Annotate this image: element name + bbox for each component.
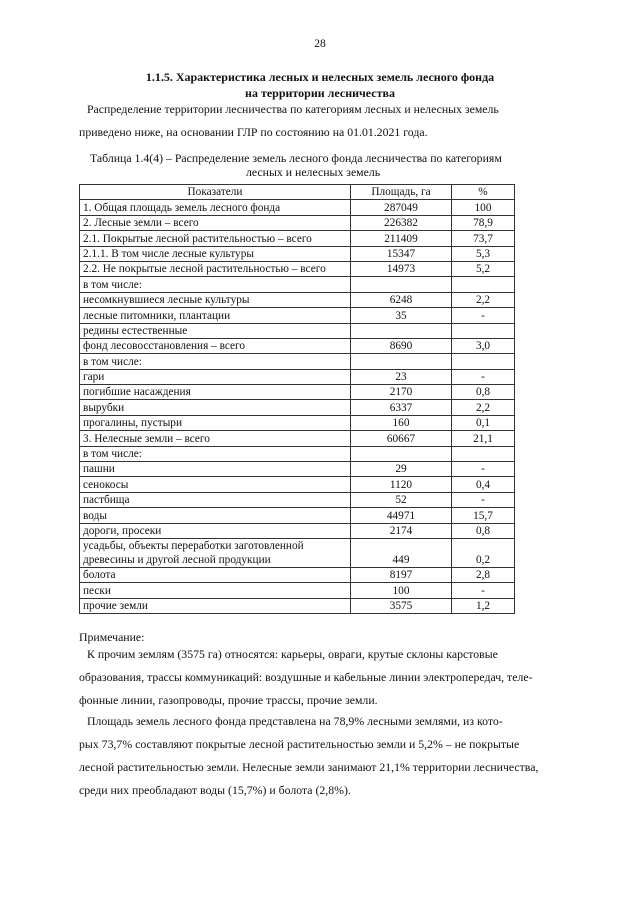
note-line3: фонные линии, газопроводы, прочие трассы, прочие земли. (79, 693, 378, 707)
cell-indicator: редины естественные (80, 323, 351, 338)
table-row (80, 323, 515, 338)
cell-indicator: 1. Общая площадь земель лесного фонда (80, 200, 351, 215)
cell-indicator: в том числе: (80, 354, 351, 369)
cell-percent: 2,2 (452, 292, 515, 307)
table-row (80, 400, 515, 415)
cell-area: 8197 (351, 567, 452, 582)
table-row (80, 583, 515, 598)
cell-area: 2170 (351, 385, 452, 400)
table-row (80, 292, 515, 307)
header-area: Площадь, га (351, 185, 452, 200)
table-header-row (80, 185, 515, 200)
table-row (80, 246, 515, 261)
note-label: Примечание: (79, 630, 145, 644)
cell-indicator: в том числе: (80, 277, 351, 292)
table-row (80, 567, 515, 582)
table-row (80, 462, 515, 477)
cell-area: 6337 (351, 400, 452, 415)
cell-indicator: 2.1.1. В том числе лесные культуры (80, 246, 351, 261)
table-row (80, 231, 515, 246)
header-indicators: Показатели (80, 185, 351, 200)
cell-percent: 21,1 (452, 431, 515, 446)
summary-line4: среди них преобладают воды (15,7%) и болота (2,8%). (79, 783, 351, 797)
cell-indicator: сенокосы (80, 477, 351, 492)
cell-percent: 0,1 (452, 415, 515, 430)
cell-percent: 100 (452, 200, 515, 215)
cell-percent: 0,4 (452, 477, 515, 492)
cell-indicator: прочие земли (80, 598, 351, 613)
cell-percent: - (452, 369, 515, 384)
cell-indicator: вырубки (80, 400, 351, 415)
cell-area: 6248 (351, 292, 452, 307)
cell-area: 2174 (351, 523, 452, 538)
summary-line2: рых 73,7% составляют покрытые лесной растительностью земли и 5,2% – не покрытые (79, 737, 520, 751)
cell-area: 287049 (351, 200, 452, 215)
cell-percent: 0,8 (452, 523, 515, 538)
cell-indicator: 2.1. Покрытые лесной растительностью – всего (80, 231, 351, 246)
cell-percent: 0,2 (452, 538, 515, 567)
cell-indicator: 2.2. Не покрытые лесной растительностью – всего (80, 261, 351, 276)
table-caption-line2: лесных и нелесных земель (246, 165, 381, 179)
intro-paragraph (79, 101, 549, 140)
table-row (80, 415, 515, 430)
section-heading-line2: на территории лесничества (245, 86, 395, 100)
cell-area: 226382 (351, 215, 452, 230)
cell-percent: 5,3 (452, 246, 515, 261)
table-row (80, 477, 515, 492)
table-row (80, 523, 515, 538)
table-row (80, 338, 515, 353)
cell-percent (452, 323, 515, 338)
table-row (80, 385, 515, 400)
cell-indicator: погибшие насаждения (80, 385, 351, 400)
cell-area: 23 (351, 369, 452, 384)
cell-percent: - (452, 492, 515, 507)
intro-line1: Распределение территории лесничества по категориям лесных и нелесных земель (87, 102, 499, 116)
table-row (80, 354, 515, 369)
cell-indicator: фонд лесовосстановления – всего (80, 338, 351, 353)
cell-indicator: 2. Лесные земли – всего (80, 215, 351, 230)
cell-area: 160 (351, 415, 452, 430)
cell-indicator: в том числе: (80, 446, 351, 461)
cell-area: 8690 (351, 338, 452, 353)
table-row (80, 261, 515, 276)
summary-line1: Площадь земель лесного фонда представлена на 78,9% лесными землями, из кото- (87, 714, 503, 728)
cell-area: 14973 (351, 261, 452, 276)
cell-percent: 3,0 (452, 338, 515, 353)
cell-indicator: несомкнувшиеся лесные культуры (80, 292, 351, 307)
summary-paragraph (79, 713, 549, 798)
cell-area: 29 (351, 462, 452, 477)
cell-indicator: пашни (80, 462, 351, 477)
cell-indicator: дороги, просеки (80, 523, 351, 538)
table-caption (90, 151, 550, 179)
cell-indicator: 3. Нелесные земли – всего (80, 431, 351, 446)
table-row (80, 492, 515, 507)
cell-percent: 5,2 (452, 261, 515, 276)
cell-percent: - (452, 308, 515, 323)
cell-area: 60667 (351, 431, 452, 446)
cell-indicator: прогалины, пустыри (80, 415, 351, 430)
summary-line3: лесной растительностью земли. Нелесные земли занимают 21,1% территории лесничества, (79, 760, 539, 774)
table-row (80, 215, 515, 230)
cell-percent (452, 354, 515, 369)
cell-area: 15347 (351, 246, 452, 261)
cell-area: 52 (351, 492, 452, 507)
cell-percent: 0,8 (452, 385, 515, 400)
cell-indicator: болота (80, 567, 351, 582)
table-row (80, 277, 515, 292)
intro-line2: приведено ниже, на основании ГЛР по состоянию на 01.01.2021 года. (79, 125, 428, 139)
cell-area: 449 (351, 538, 452, 567)
cell-area: 211409 (351, 231, 452, 246)
cell-area (351, 323, 452, 338)
cell-area: 100 (351, 583, 452, 598)
cell-indicator: воды (80, 508, 351, 523)
note-line1: К прочим землям (3575 га) относятся: карьеры, овраги, крутые склоны карстовые (87, 647, 498, 661)
cell-area: 1120 (351, 477, 452, 492)
cell-percent (452, 277, 515, 292)
cell-area: 35 (351, 308, 452, 323)
table-row (80, 308, 515, 323)
table-body (80, 200, 515, 614)
cell-area: 3575 (351, 598, 452, 613)
table-row (80, 369, 515, 384)
cell-area (351, 277, 452, 292)
cell-indicator: гари (80, 369, 351, 384)
cell-percent: - (452, 583, 515, 598)
table-row (80, 538, 515, 567)
table-caption-line1: Таблица 1.4(4) – Распределение земель лесного фонда лесничества по категориям (90, 151, 502, 165)
section-heading-line1: 1.1.5. Характеристика лесных и нелесных земель лесного фонда (145, 70, 495, 84)
cell-area (351, 354, 452, 369)
note-paragraph (79, 646, 549, 708)
cell-percent: - (452, 462, 515, 477)
cell-indicator: пастбища (80, 492, 351, 507)
table-row (80, 508, 515, 523)
cell-indicator: усадьбы, объекты переработки заготовленной древесины и другой лесной продукции (80, 538, 351, 567)
cell-percent (452, 446, 515, 461)
table-row (80, 200, 515, 215)
cell-percent: 2,2 (452, 400, 515, 415)
header-percent: % (452, 185, 515, 200)
table-row (80, 431, 515, 446)
section-heading (0, 69, 640, 101)
cell-percent: 73,7 (452, 231, 515, 246)
cell-percent: 2,8 (452, 567, 515, 582)
cell-indicator: лесные питомники, плантации (80, 308, 351, 323)
table-row (80, 446, 515, 461)
note-line2: образования, трассы коммуникаций: воздушные и кабельные линии электропередач, теле- (79, 670, 533, 684)
page-number: 28 (314, 38, 326, 50)
land-distribution-table (79, 184, 515, 614)
cell-indicator: пески (80, 583, 351, 598)
cell-area (351, 446, 452, 461)
cell-percent: 1,2 (452, 598, 515, 613)
table-row (80, 598, 515, 613)
cell-percent: 15,7 (452, 508, 515, 523)
cell-area: 44971 (351, 508, 452, 523)
cell-percent: 78,9 (452, 215, 515, 230)
